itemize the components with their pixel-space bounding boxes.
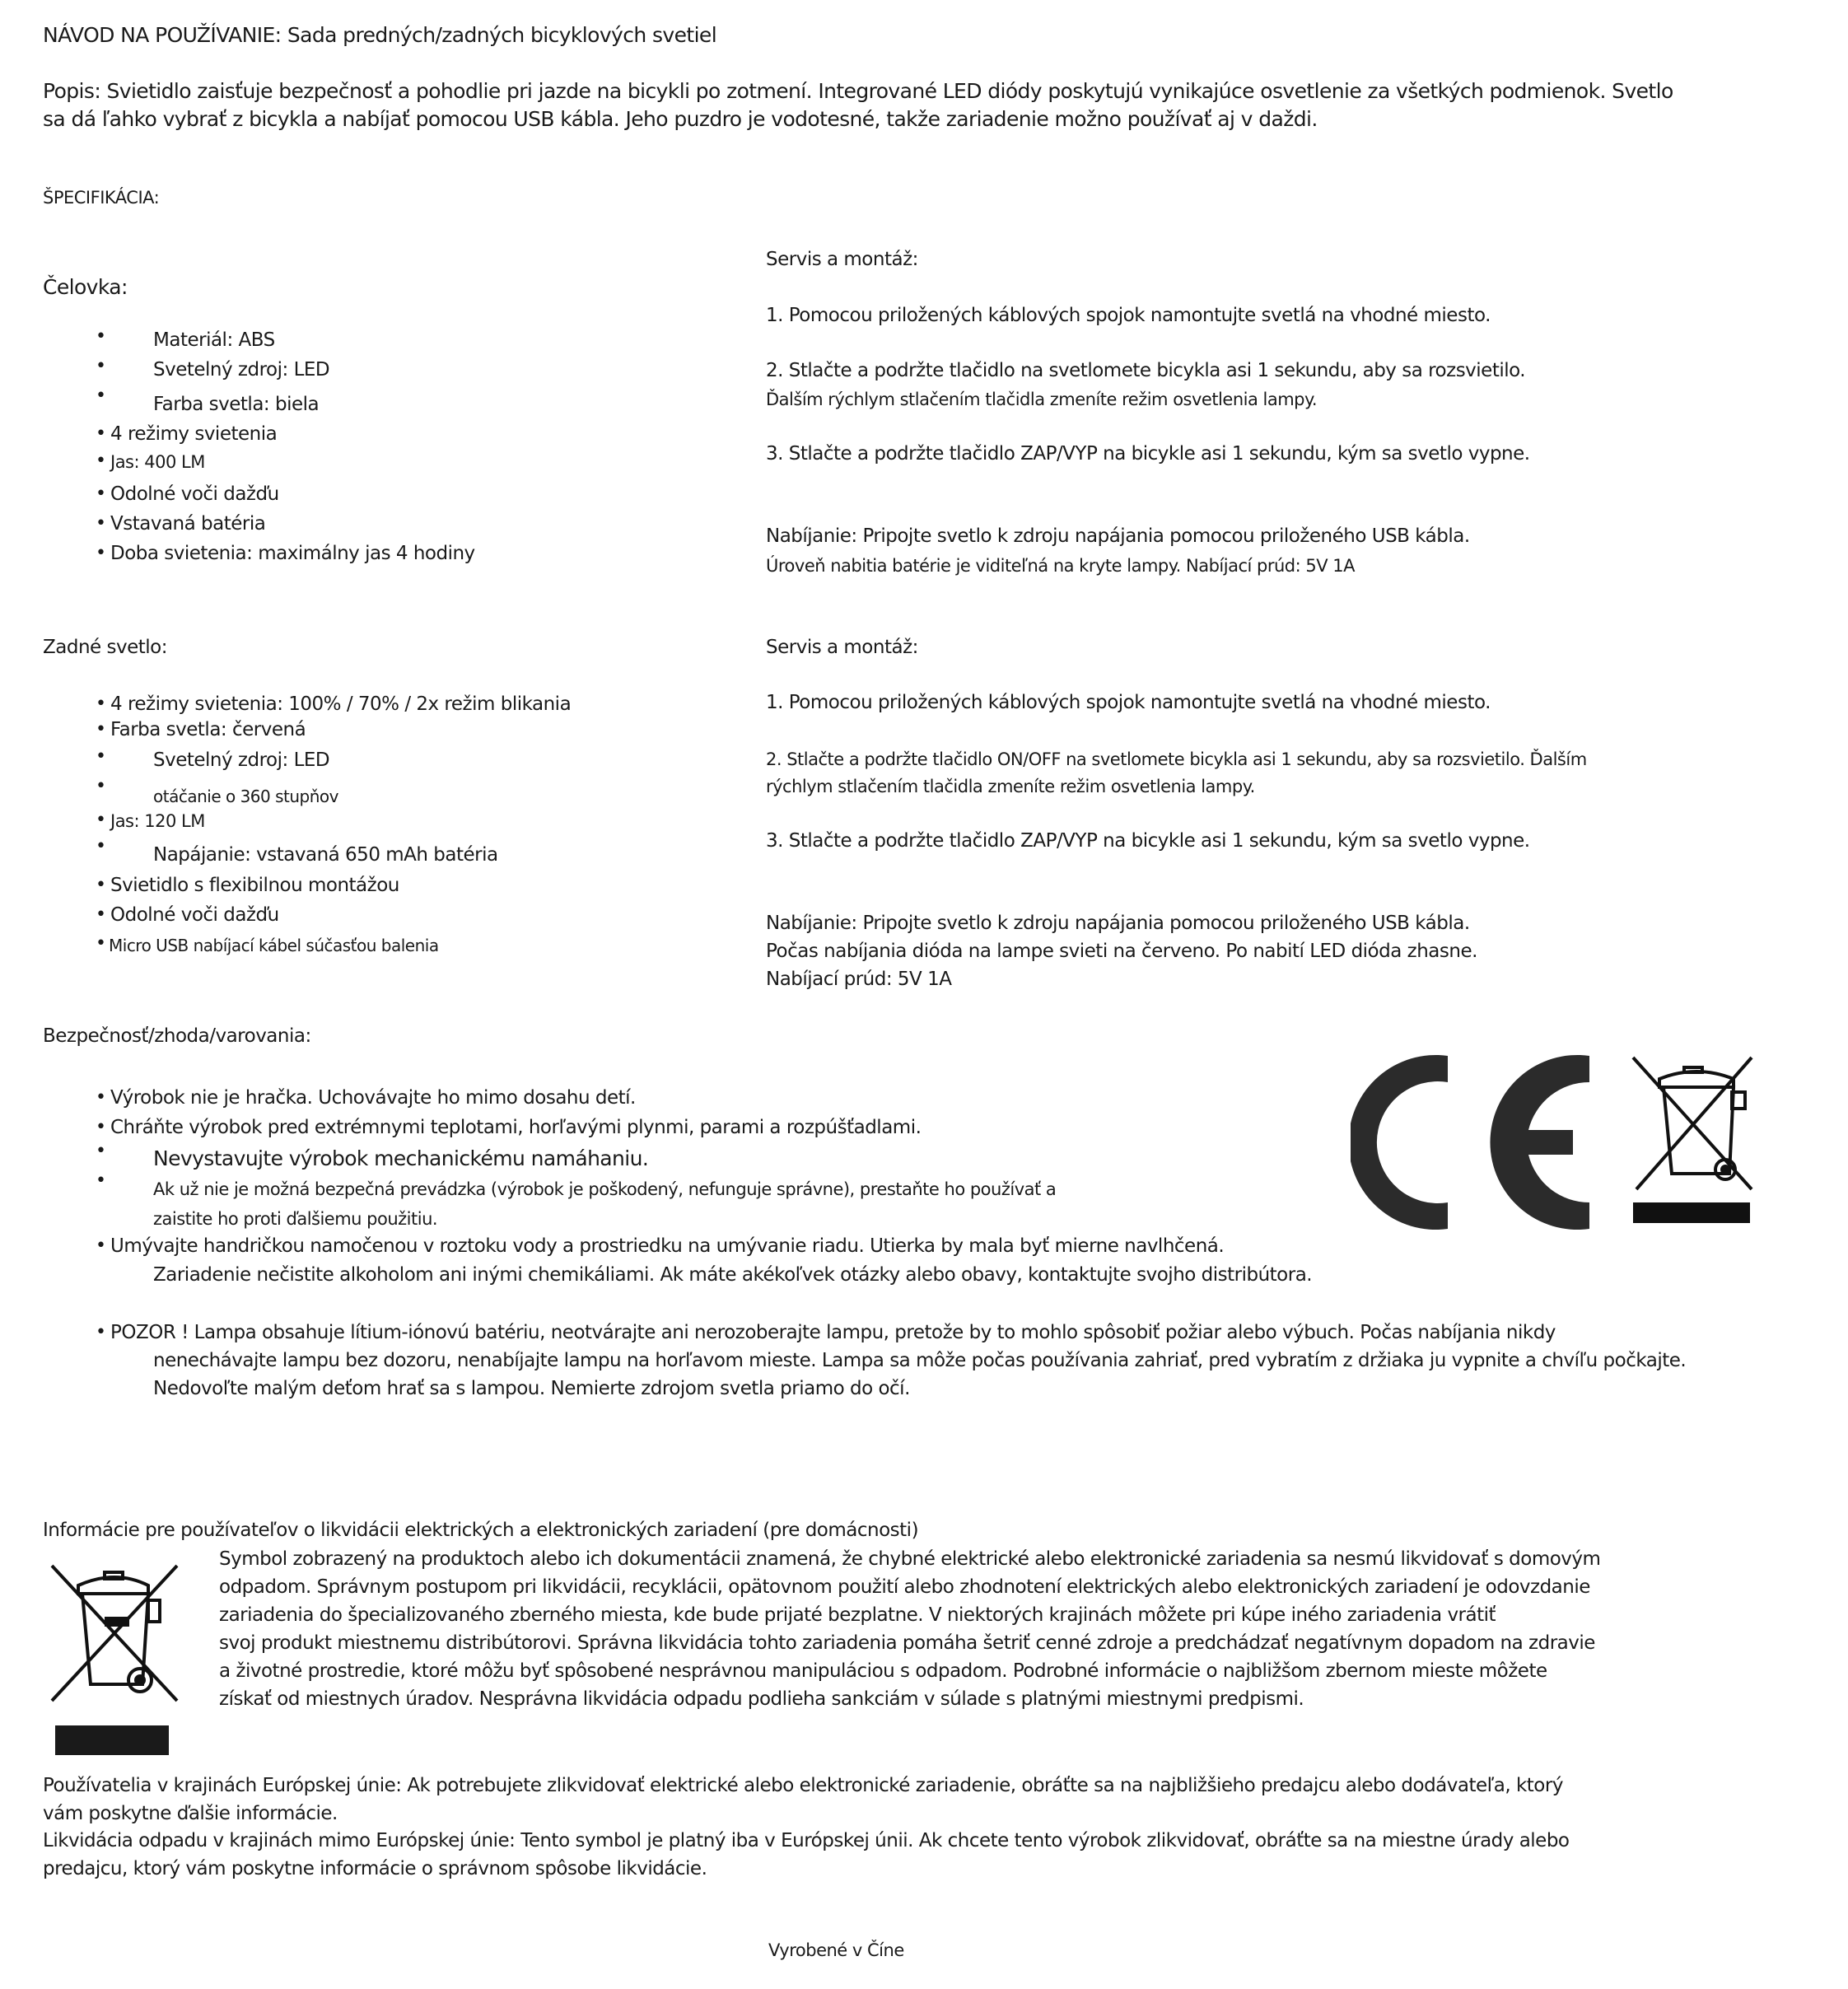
description-line-1: Popis: Svietidlo zaisťuje bezpečnosť a pohodlie pri jazde na bicykli po zotmení. Integrované LED diódy poskytujú vynikajúce osvetlenie za všetkých podmienok. Svetlo	[43, 79, 1673, 103]
safety-item: Chráňte výrobok pred extrémnymi teplotami, horľavými plynmi, parami a rozpúšťadlami.	[110, 1117, 922, 1138]
non-eu-line: Likvidácia odpadu v krajinách mimo Európskej únie: Tento symbol je platný iba v Európskej únii. Ak chcete tento výrobok zlikvidovať, obráťte sa na miestne úrady alebo	[43, 1830, 1570, 1851]
rear-charging-line-3: Nabíjací prúd: 5V 1A	[766, 969, 952, 990]
rear-spec-item: Micro USB nabíjací kábel súčasťou balenia	[109, 936, 439, 955]
disposal-heading: Informácie pre používateľov o likvidácii elektrických a elektronických zariadení (pre domácnosti)	[43, 1520, 919, 1541]
bullet-icon: •	[96, 836, 106, 857]
bullet-icon: •	[96, 1141, 106, 1161]
rear-spec-item: Jas: 120 LM	[110, 811, 205, 831]
ce-mark-icon	[1351, 1054, 1598, 1231]
eu-users-line: Používatelia v krajinách Európskej únie: Ak potrebujete zlikvidovať elektrické alebo elektronické zariadenie, obráťte sa na najbližšieho predajcu alebo dodávateľa, ktorý	[43, 1775, 1563, 1796]
weee-crossed-bin-icon	[1626, 1054, 1758, 1227]
document-title: NÁVOD NA POUŽÍVANIE: Sada predných/zadných bicyklových svetiel	[43, 23, 717, 47]
safety-item: Nevystavujte výrobok mechanickému namáhaniu.	[153, 1146, 649, 1170]
bullet-icon: •	[96, 904, 106, 925]
bullet-icon: •	[96, 1170, 106, 1191]
bullet-icon: •	[96, 423, 106, 444]
front-service-step-2-cont: Ďalším rýchlym stlačením tlačidla zmeníte režim osvetlenia lampy.	[766, 390, 1318, 409]
spec-heading: ŠPECIFIKÁCIA:	[43, 188, 160, 208]
front-spec-item: Doba svietenia: maximálny jas 4 hodiny	[110, 543, 475, 564]
bullet-icon: •	[96, 776, 106, 796]
front-spec-item: Materiál: ABS	[153, 329, 275, 351]
disposal-body-line: zariadenia do špecializovaného zberného miesta, kde bude prijaté bezplatne. V niektorých krajinách môžete pri kúpe iného zariadenia vrátiť	[219, 1604, 1496, 1626]
bullet-icon: •	[96, 356, 106, 376]
rear-service-step-3: 3. Stlačte a podržte tlačidlo ZAP/VYP na bicykle asi 1 sekundu, kým sa svetlo vypne.	[766, 830, 1530, 852]
bullet-icon: •	[96, 746, 106, 767]
front-service-heading: Servis a montáž:	[766, 249, 918, 270]
disposal-body-line: Symbol zobrazený na produktoch alebo ich dokumentácii znamená, že chybné elektrické alebo elektronické zariadenia sa nesmú likvidovať s domovým	[219, 1548, 1601, 1570]
front-light-heading: Čelovka:	[43, 275, 128, 299]
bullet-icon: •	[96, 719, 106, 740]
warning-line-2: nenechávajte lampu bez dozoru, nenabíjajte lampu na horľavom mieste. Lampa sa môže počas používania zahriať, pred vybratím z držiaka ju vypnite a chvíľu počkajte.	[153, 1350, 1687, 1371]
rear-light-heading: Zadné svetlo:	[43, 637, 167, 658]
front-spec-item: Vstavaná batéria	[110, 513, 266, 535]
front-spec-item: Jas: 400 LM	[110, 452, 205, 472]
rear-charging-line-1: Nabíjanie: Pripojte svetlo k zdroju napájania pomocou priloženého USB kábla.	[766, 913, 1470, 934]
bullet-icon: •	[96, 451, 106, 471]
weee-crossed-bin-icon	[45, 1561, 185, 1767]
rear-spec-item: Svietidlo s flexibilnou montážou	[110, 875, 399, 896]
description-line-2: sa dá ľahko vybrať z bicykla a nabíjať pomocou USB kábla. Jeho puzdro je vodotesné, takže zariadenie možno používať aj v daždi.	[43, 107, 1318, 131]
rear-service-step-2: 2. Stlačte a podržte tlačidlo ON/OFF na svetlomete bicykla asi 1 sekundu, aby sa rozsvietilo. Ďalším	[766, 749, 1587, 769]
safety-item: Výrobok nie je hračka. Uchovávajte ho mimo dosahu detí.	[110, 1087, 636, 1109]
bullet-icon: •	[96, 326, 106, 347]
rear-charging-line-2: Počas nabíjania dióda na lampe svieti na červeno. Po nabití LED dióda zhasne.	[766, 941, 1477, 962]
front-spec-item: Odolné voči dažďu	[110, 483, 279, 505]
front-charging-line-2: Úroveň nabitia batérie je viditeľná na kryte lampy. Nabíjací prúd: 5V 1A	[766, 556, 1355, 576]
front-service-step-2: 2. Stlačte a podržte tlačidlo na svetlomete bicykla asi 1 sekundu, aby sa rozsvietilo.	[766, 360, 1526, 381]
rear-service-step-2-cont: rýchlym stlačením tlačidla zmeníte režim osvetlenia lampy.	[766, 777, 1255, 796]
bullet-icon: •	[96, 1117, 106, 1137]
front-spec-item: 4 režimy svietenia	[110, 423, 278, 445]
bullet-icon: •	[96, 1087, 106, 1108]
disposal-body-line: a životné prostredie, ktoré môžu byť spôsobené nesprávnou manipuláciou s odpadom. Podrobné informácie o najbližšom zbernom mieste môžete	[219, 1660, 1547, 1682]
front-spec-item: Farba svetla: biela	[153, 394, 320, 415]
disposal-body-line: svoj produkt miestnemu distribútorovi. Správna likvidácia tohto zariadenia pomáha šetriť cenné zdroje a predchádzať negatívnym dopadom na zdravie	[219, 1632, 1595, 1654]
non-eu-line-cont: predajcu, ktorý vám poskytne informácie o správnom spôsobe likvidácie.	[43, 1858, 707, 1879]
rear-spec-item: 4 režimy svietenia: 100% / 70% / 2x režim blikania	[110, 693, 572, 715]
warning-line-1: POZOR ! Lampa obsahuje lítium-iónovú batériu, neotvárajte ani nerozoberajte lampu, pretože by to mohlo spôsobiť požiar alebo výbuch. Počas nabíjania nikdy	[110, 1322, 1556, 1343]
safety-item-cont: zaistite ho proti ďalšiemu použitiu.	[153, 1209, 438, 1229]
rear-spec-item: Farba svetla: červená	[110, 719, 306, 740]
rear-spec-item: Svetelný zdroj: LED	[153, 749, 330, 771]
bullet-icon: •	[96, 513, 106, 534]
eu-users-line-cont: vám poskytne ďalšie informácie.	[43, 1803, 338, 1824]
front-charging-line-1: Nabíjanie: Pripojte svetlo k zdroju napájania pomocou priloženého USB kábla.	[766, 525, 1470, 547]
bullet-icon: •	[96, 483, 106, 504]
safety-item-cont: Zariadenie nečistite alkoholom ani inými chemikáliami. Ak máte akékoľvek otázky alebo obavy, kontaktujte svojho distribútora.	[153, 1264, 1313, 1286]
front-service-step-3: 3. Stlačte a podržte tlačidlo ZAP/VYP na bicykle asi 1 sekundu, kým sa svetlo vypne.	[766, 443, 1530, 465]
bullet-icon: •	[96, 875, 106, 895]
front-spec-item: Svetelný zdroj: LED	[153, 359, 330, 381]
front-service-step-1: 1. Pomocou priložených káblových spojok namontujte svetlá na vhodné miesto.	[766, 305, 1491, 326]
bullet-icon: •	[96, 543, 106, 563]
disposal-body-line: odpadom. Správnym postupom pri likvidácii, recyklácii, opätovnom použití alebo zhodnotení elektrických alebo elektronických zariadení je odovzdanie	[219, 1576, 1590, 1598]
rear-spec-item: Napájanie: vstavaná 650 mAh batéria	[153, 844, 498, 866]
bullet-icon: •	[96, 1322, 106, 1342]
safety-heading: Bezpečnosť/zhoda/varovania:	[43, 1025, 311, 1047]
warning-line-3: Nedovoľte malým deťom hrať sa s lampou. Nemierte zdrojom svetla priamo do očí.	[153, 1378, 910, 1399]
safety-item: Ak už nie je možná bezpečná prevádzka (výrobok je poškodený, nefunguje správne), prestaňte ho používať a	[153, 1179, 1057, 1199]
bullet-icon: •	[96, 810, 106, 830]
rear-service-step-1: 1. Pomocou priložených káblových spojok namontujte svetlá na vhodné miesto.	[766, 692, 1491, 713]
disposal-body-line: získať od miestnych úradov. Nesprávna likvidácia odpadu podlieha sankciám v súlade s platnými miestnymi predpismi.	[219, 1688, 1304, 1710]
bullet-icon: •	[96, 1235, 106, 1256]
rear-spec-item: Odolné voči dažďu	[110, 904, 279, 926]
made-in-label: Vyrobené v Číne	[768, 1940, 904, 1960]
bullet-icon: •	[96, 693, 106, 714]
rear-service-heading: Servis a montáž:	[766, 637, 918, 658]
rear-spec-item: otáčanie o 360 stupňov	[153, 787, 338, 806]
bullet-icon: •	[96, 385, 106, 406]
safety-item: Umývajte handričkou namočenou v roztoku vody a prostriedku na umývanie riadu. Utierka by mala byť mierne navlhčená.	[110, 1235, 1225, 1257]
bullet-icon: •	[96, 933, 106, 954]
